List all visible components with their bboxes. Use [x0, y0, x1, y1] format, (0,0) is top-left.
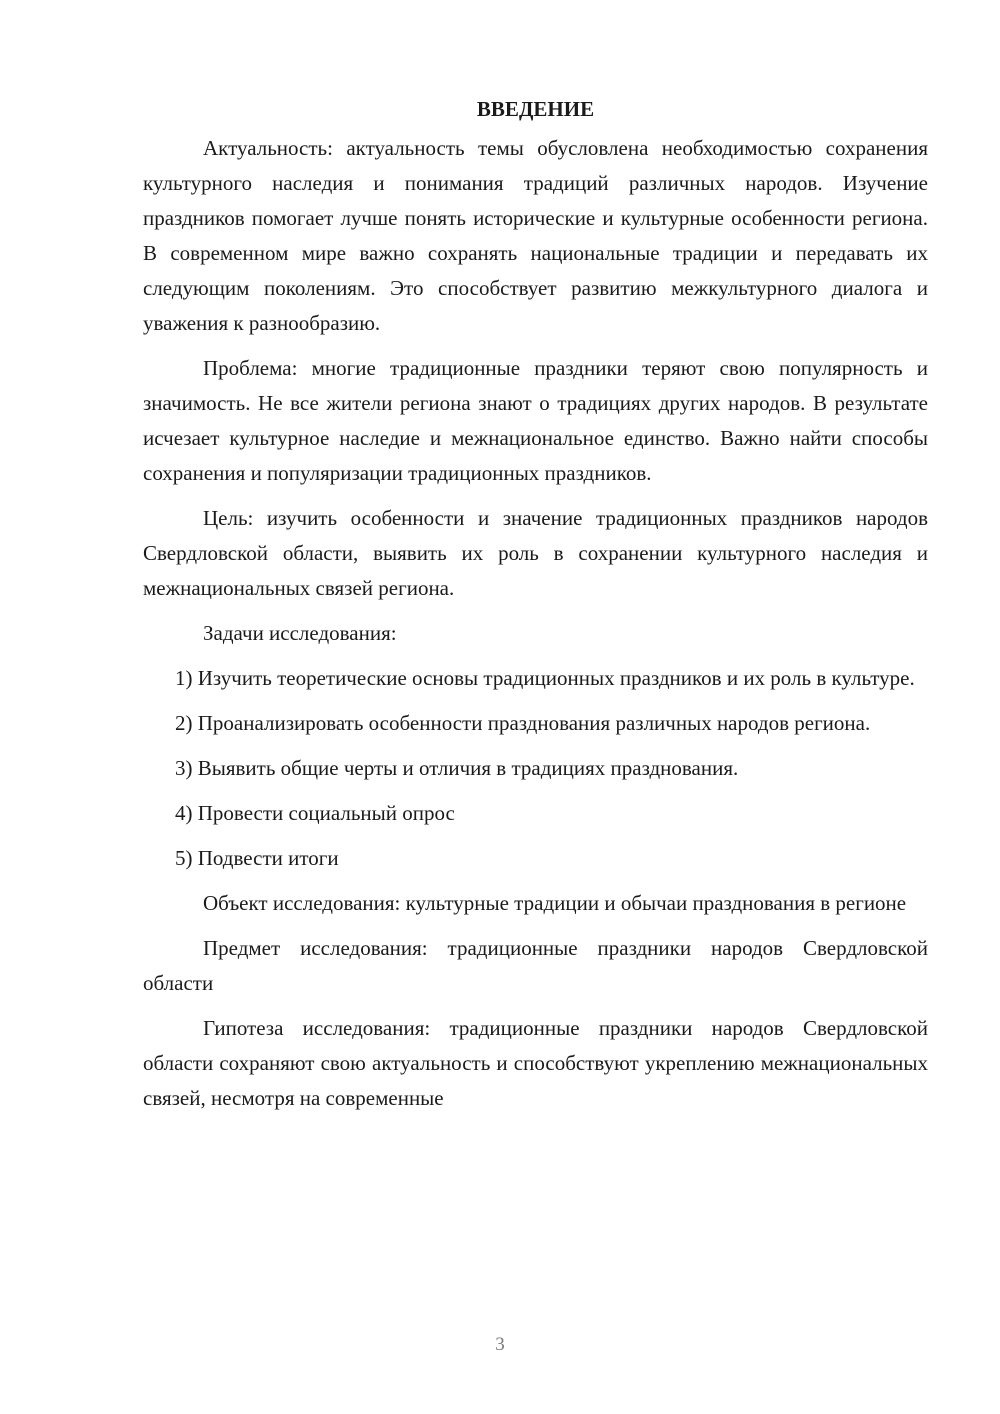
hypothesis-paragraph: Гипотеза исследования: традиционные праздники народов Свердловской области сохраняют свою актуальность и способствуют укреплению межнациональных связей, несмотря на современные: [143, 1016, 928, 1110]
subject-paragraph: Предмет исследования: традиционные праздники народов Свердловской области: [143, 936, 928, 995]
task-item-1: 1) Изучить теоретические основы традиционных праздников и их роль в культуре.: [175, 666, 915, 690]
object-paragraph: Объект исследования: культурные традиции и обычаи празднования в регионе: [203, 891, 907, 915]
task-item-2: 2) Проанализировать особенности празднования различных народов региона.: [175, 711, 871, 735]
goal-paragraph: Цель: изучить особенности и значение традиционных праздников народов Свердловской области, выявить их роль в сохранении культурного наследия и межнациональных связей региона.: [143, 506, 928, 600]
section-title: ВВЕДЕНИЕ: [476, 97, 595, 121]
page-number: 3: [495, 1334, 505, 1355]
task-item-3: 3) Выявить общие черты и отличия в традициях празднования.: [175, 756, 739, 780]
tasks-heading: Задачи исследования:: [203, 621, 397, 645]
task-item-5: 5) Подвести итоги: [175, 846, 339, 870]
page-content: [143, 92, 928, 1126]
problem-paragraph: Проблема: многие традиционные праздники теряют свою популярность и значимость. Не все жители региона знают о традициях других народов. В результате исчезает культурное наследие и межнациональное единство. Важно найти способы сохранения и популяризации традиционных праздников.: [143, 356, 928, 485]
task-item-4: 4) Провести социальный опрос: [175, 801, 455, 825]
relevance-paragraph: Актуальность: актуальность темы обусловлена необходимостью сохранения культурного наследия и понимания традиций различных народов. Изучение праздников помогает лучше понять исторические и культурные особенности региона. В современном мире важно сохранять национальные традиции и передавать их следующим поколениям. Это способствует развитию межкультурного диалога и уважения к разнообразию.: [143, 136, 928, 335]
